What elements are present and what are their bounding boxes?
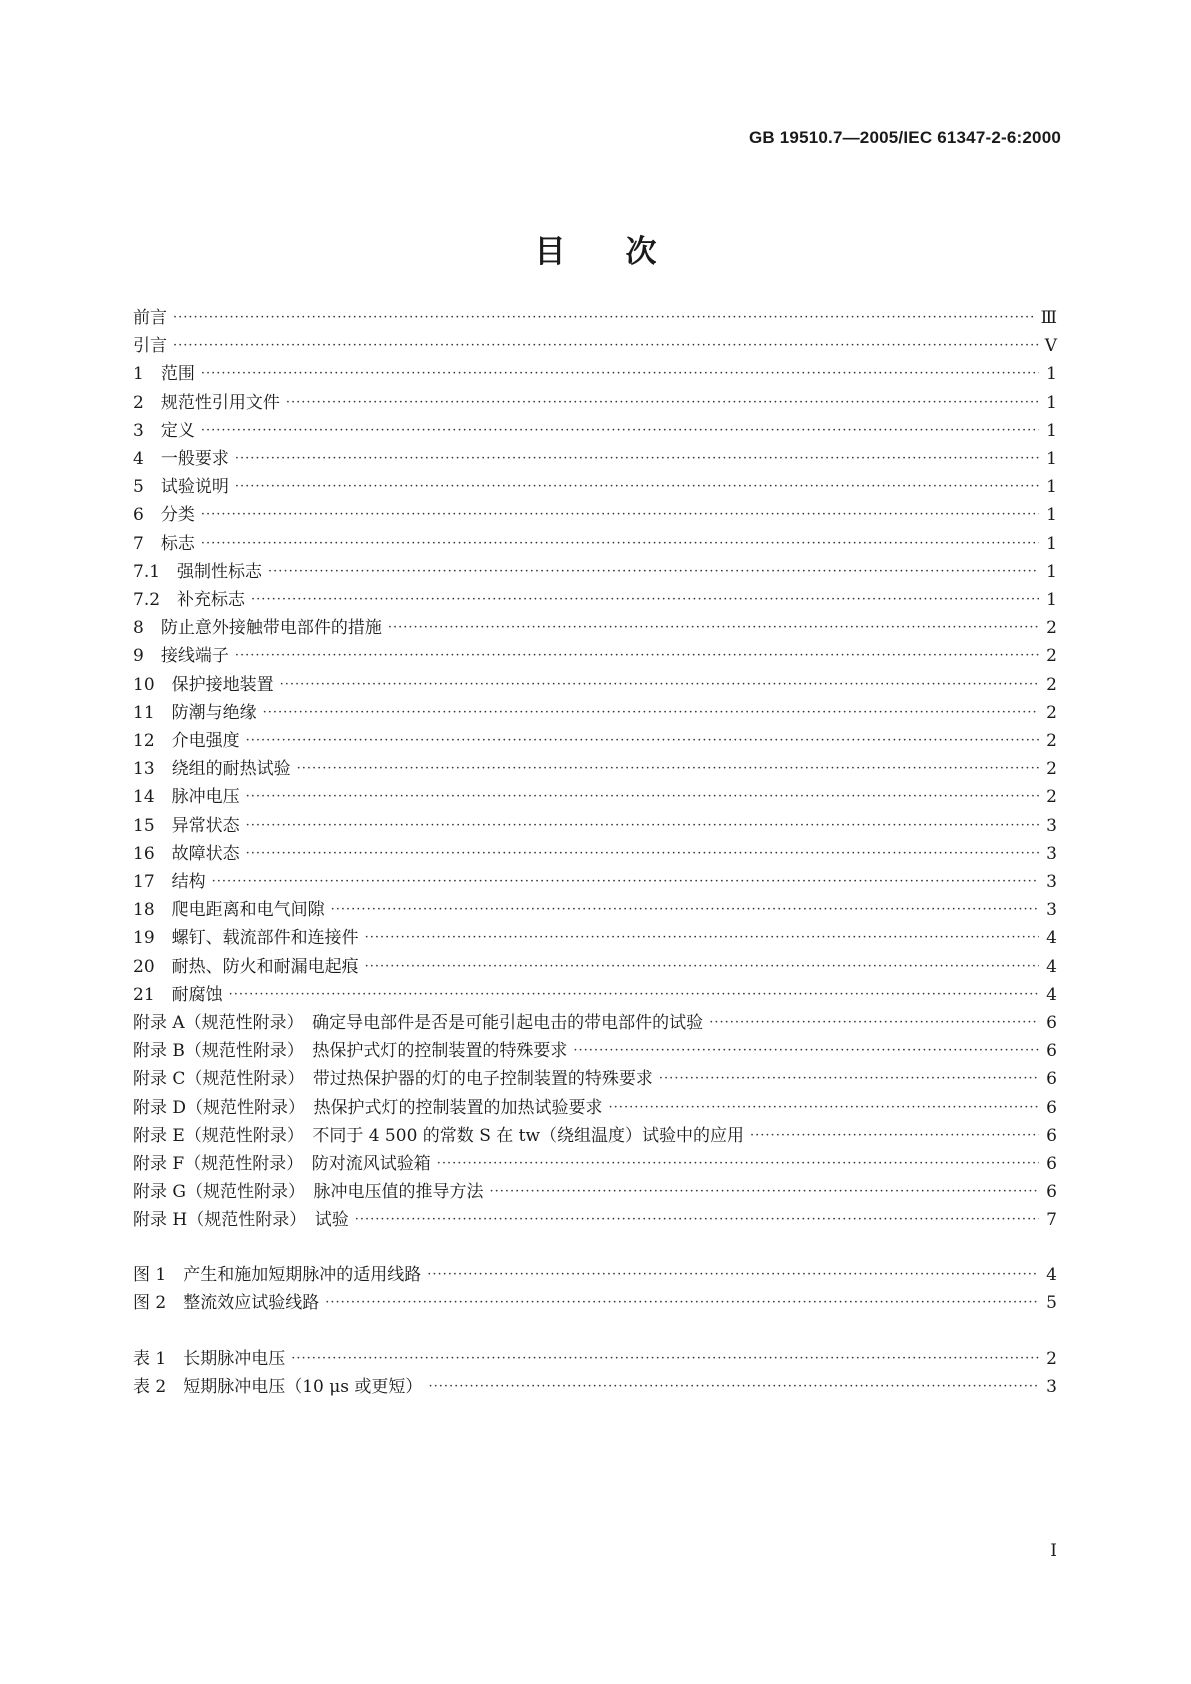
page-title: 目次 — [534, 234, 717, 270]
toc-entry-page: 3 — [1046, 872, 1057, 892]
leader-dots — [365, 956, 1039, 978]
leader-dots — [251, 589, 1039, 611]
leader-dots — [235, 476, 1039, 498]
toc-entry-label: 6 分类 — [133, 505, 195, 526]
toc-entry[interactable] — [133, 1376, 1057, 1398]
toc-entry[interactable] — [133, 1181, 1057, 1203]
toc-entry-page: 3 — [1046, 843, 1057, 864]
leader-dots — [355, 1209, 1039, 1231]
toc-entry[interactable] — [133, 730, 1057, 752]
toc-entry[interactable] — [133, 984, 1057, 1006]
toc-entry-label: 附录 F（规范性附录） 防对流风试验箱 — [133, 1154, 431, 1174]
leader-dots — [246, 786, 1039, 808]
leader-dots — [235, 448, 1039, 470]
leader-dots — [291, 1348, 1039, 1370]
toc-entry[interactable] — [133, 815, 1057, 837]
toc-entry-page: 6 — [1046, 1069, 1057, 1090]
leader-dots — [388, 617, 1039, 639]
toc-entry-label: 5 试验说明 — [133, 477, 229, 498]
leader-dots — [573, 1040, 1039, 1062]
toc-entry-page: 2 — [1046, 1349, 1057, 1369]
toc-entry-page: 4 — [1046, 1265, 1057, 1285]
toc-entry[interactable] — [133, 871, 1057, 893]
leader-dots — [325, 1292, 1039, 1314]
toc-entry-page: 2 — [1046, 731, 1057, 751]
toc-entry[interactable] — [133, 1264, 1057, 1286]
page-number: I — [1050, 1541, 1057, 1561]
leader-dots — [659, 1068, 1039, 1090]
toc-entry-page: 2 — [1046, 702, 1057, 723]
leader-dots — [750, 1125, 1039, 1147]
toc-entry-label: 附录 H（规范性附录） 试验 — [133, 1210, 349, 1231]
toc-entry-page: 1 — [1046, 449, 1057, 469]
toc-entry-label: 前言 — [133, 308, 167, 328]
toc-entry[interactable] — [133, 476, 1057, 498]
toc-entry-page: 1 — [1046, 505, 1057, 526]
toc-entry-page: 1 — [1046, 477, 1057, 498]
leader-dots — [201, 363, 1039, 385]
leader-dots — [173, 335, 1039, 357]
toc-entry[interactable] — [133, 363, 1057, 385]
toc-entry-label: 图 2 整流效应试验线路 — [133, 1293, 320, 1314]
toc-entry-page: 3 — [1046, 900, 1057, 921]
leader-dots — [268, 561, 1039, 583]
leader-dots — [428, 1376, 1039, 1398]
toc-entry-page: 1 — [1046, 590, 1057, 610]
toc-entry-label: 附录 A（规范性附录） 确定导电部件是否是可能引起电击的带电部件的试验 — [133, 1013, 704, 1033]
toc-entry[interactable] — [133, 758, 1057, 780]
toc-entry-label: 14 脉冲电压 — [133, 787, 240, 808]
toc-entry[interactable] — [133, 617, 1057, 639]
toc-entry-page: 6 — [1046, 1125, 1057, 1146]
toc-entry-page: Ⅴ — [1044, 336, 1057, 357]
leader-dots — [201, 420, 1039, 442]
leader-dots — [286, 392, 1039, 414]
toc-entry-page: 4 — [1046, 984, 1057, 1005]
toc-entry-label: 附录 D（规范性附录） 热保护式灯的控制装置的加热试验要求 — [133, 1097, 603, 1118]
toc-entry-label: 21 耐腐蚀 — [133, 984, 223, 1005]
toc-entry[interactable] — [133, 786, 1057, 808]
toc-entry-page: 6 — [1046, 1182, 1057, 1203]
toc-entry-label: 表 2 短期脉冲电压（10 μs 或更短） — [133, 1377, 423, 1398]
leader-dots — [489, 1181, 1039, 1203]
toc-entry[interactable] — [133, 1153, 1057, 1175]
toc-entry-page: 4 — [1046, 956, 1057, 977]
document-code-header: GB 19510.7—2005/IEC 61347-2-6:2000 — [748, 128, 1061, 147]
toc-entry-label: 表 1 长期脉冲电压 — [133, 1349, 286, 1369]
leader-dots — [263, 702, 1039, 724]
toc-entry[interactable] — [133, 674, 1057, 696]
leader-dots — [609, 1097, 1039, 1119]
toc-entry-page: 4 — [1046, 928, 1057, 949]
toc-entry[interactable] — [133, 392, 1057, 414]
toc-entry[interactable] — [133, 307, 1057, 329]
toc-entry[interactable] — [133, 843, 1057, 865]
toc-entry[interactable] — [133, 1292, 1057, 1314]
toc-entry[interactable] — [133, 956, 1057, 978]
toc-entry[interactable] — [133, 504, 1057, 526]
toc-entry[interactable] — [133, 927, 1057, 949]
toc-entry-label: 19 螺钉、载流部件和连接件 — [133, 928, 359, 949]
toc-entry-label: 12 介电强度 — [133, 731, 240, 751]
toc-entry[interactable] — [133, 448, 1057, 470]
toc-entry[interactable] — [133, 420, 1057, 442]
leader-dots — [709, 1012, 1039, 1034]
toc-entry-label: 7 标志 — [133, 533, 195, 554]
leader-dots — [246, 843, 1039, 865]
toc-entry-label: 2 规范性引用文件 — [133, 392, 280, 413]
toc-entry[interactable] — [133, 1040, 1057, 1062]
toc-entry-page: 2 — [1046, 646, 1057, 667]
toc-entry-label: 引言 — [133, 336, 167, 357]
toc-entry-page: 1 — [1046, 364, 1057, 385]
toc-entry-label: 7.1 强制性标志 — [133, 561, 263, 582]
toc-entry-page: 5 — [1046, 1293, 1057, 1314]
toc-entry[interactable] — [133, 702, 1057, 724]
leader-dots — [437, 1153, 1039, 1175]
toc-entry-label: 13 绕组的耐热试验 — [133, 759, 291, 780]
toc-entry-page: 6 — [1046, 1154, 1057, 1174]
toc-entry[interactable] — [133, 561, 1057, 583]
toc-entry-label: 9 接线端子 — [133, 646, 229, 667]
toc-entry[interactable] — [133, 1012, 1057, 1034]
leader-dots — [365, 927, 1039, 949]
toc-entry-label: 3 定义 — [133, 420, 195, 441]
toc-entry-label: 8 防止意外接触带电部件的措施 — [133, 618, 382, 639]
leader-dots — [229, 984, 1039, 1006]
toc-entry-label: 16 故障状态 — [133, 843, 240, 864]
leader-dots — [212, 871, 1039, 893]
toc-entry-label: 11 防潮与绝缘 — [133, 702, 257, 723]
toc-entry-label: 1 范围 — [133, 364, 195, 385]
toc-entry-page: 7 — [1046, 1210, 1057, 1231]
toc-entry-label: 附录 E（规范性附录） 不同于 4 500 的常数 S 在 tw（绕组温度）试验中的应用 — [133, 1125, 745, 1146]
toc-entry-page: 3 — [1046, 815, 1057, 836]
leader-dots — [235, 645, 1039, 667]
toc-entry-label: 10 保护接地装置 — [133, 674, 274, 695]
toc-entry-label: 附录 G（规范性附录） 脉冲电压值的推导方法 — [133, 1182, 484, 1203]
toc-entry-page: 1 — [1046, 392, 1057, 413]
toc-entry-page: Ⅲ — [1040, 308, 1057, 328]
toc-entry-label: 4 一般要求 — [133, 449, 229, 469]
toc-entry-page: 1 — [1046, 420, 1057, 441]
leader-dots — [280, 674, 1039, 696]
leader-dots — [331, 899, 1039, 921]
toc-entry-page: 6 — [1046, 1041, 1057, 1062]
leader-dots — [173, 307, 1035, 329]
toc-entry[interactable] — [133, 1348, 1057, 1370]
toc-entry-page: 1 — [1046, 533, 1057, 554]
toc-entry-page: 2 — [1046, 787, 1057, 808]
toc-entry-label: 18 爬电距离和电气间隙 — [133, 900, 325, 921]
toc-entry[interactable] — [133, 1125, 1057, 1147]
toc-entry-page: 1 — [1046, 561, 1057, 582]
leader-dots — [246, 730, 1039, 752]
leader-dots — [297, 758, 1039, 780]
toc-entry-label: 7.2 补充标志 — [133, 590, 246, 610]
toc-entry-label: 附录 B（规范性附录） 热保护式灯的控制装置的特殊要求 — [133, 1041, 568, 1062]
toc-entry-page: 2 — [1046, 618, 1057, 639]
toc-entry-page: 2 — [1046, 674, 1057, 695]
leader-dots — [201, 533, 1039, 555]
toc-entry-page: 2 — [1046, 759, 1057, 780]
toc-entry[interactable] — [133, 589, 1057, 611]
leader-dots — [427, 1264, 1039, 1286]
toc-entry[interactable] — [133, 899, 1057, 921]
toc-entry[interactable] — [133, 1209, 1057, 1231]
toc-entry[interactable] — [133, 645, 1057, 667]
toc-entry-label: 15 异常状态 — [133, 815, 240, 836]
leader-dots — [246, 815, 1039, 837]
toc-entry-label: 附录 C（规范性附录） 带过热保护器的灯的电子控制装置的特殊要求 — [133, 1069, 653, 1090]
toc-entry-label: 20 耐热、防火和耐漏电起痕 — [133, 956, 359, 977]
toc-entry-page: 3 — [1046, 1377, 1057, 1398]
toc-entry[interactable] — [133, 1068, 1057, 1090]
toc-entry-label: 图 1 产生和施加短期脉冲的适用线路 — [133, 1265, 422, 1285]
toc-entry[interactable] — [133, 335, 1057, 357]
leader-dots — [201, 504, 1039, 526]
toc-entry-page: 6 — [1046, 1013, 1057, 1033]
toc-entry-page: 6 — [1046, 1097, 1057, 1118]
toc-entry-label: 17 结构 — [133, 872, 206, 892]
toc-entry[interactable] — [133, 1097, 1057, 1119]
toc-entry[interactable] — [133, 533, 1057, 555]
